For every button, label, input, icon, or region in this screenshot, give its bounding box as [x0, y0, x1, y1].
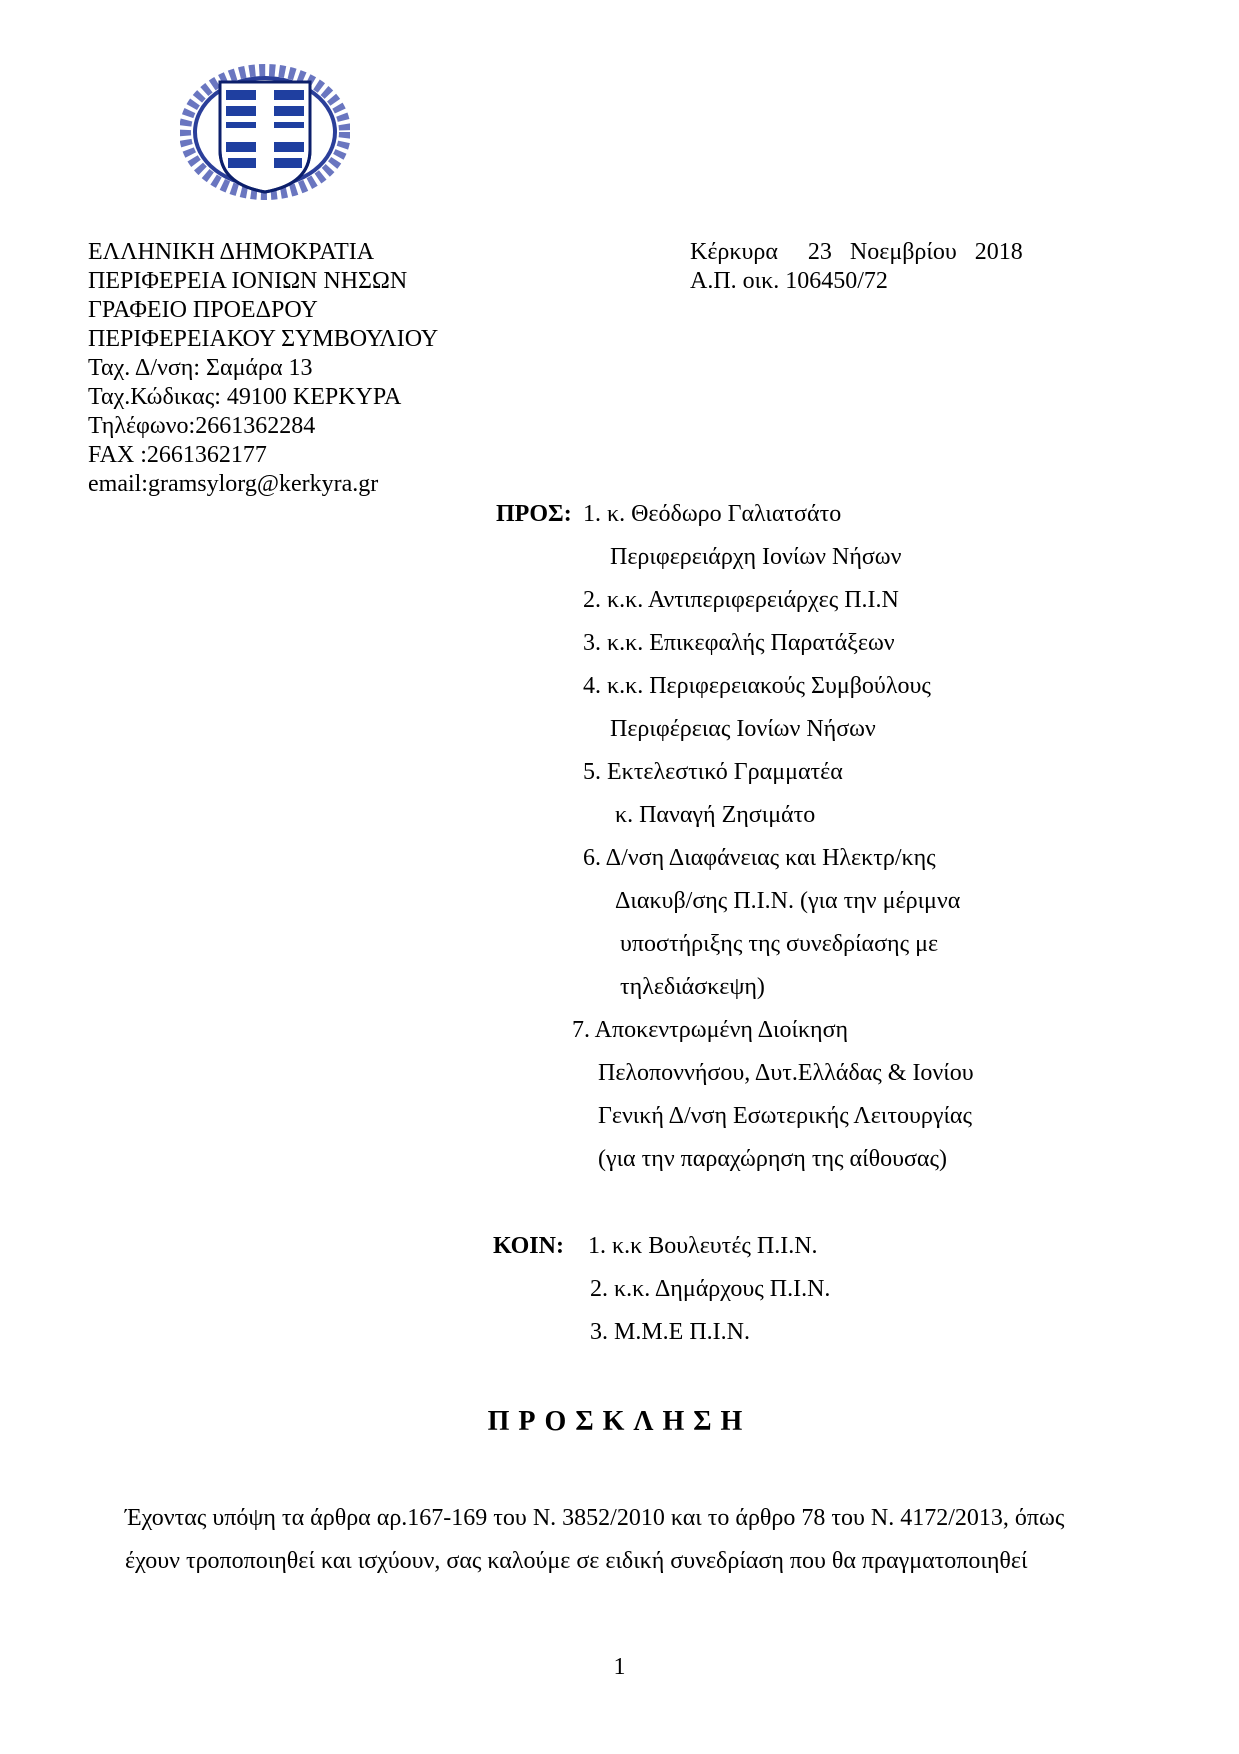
recipient-line: 5. Εκτελεστικό Γραμματέα	[583, 759, 843, 785]
recipient-line: υποστήριξης της συνεδρίασης με	[620, 931, 939, 957]
cc-label: ΚΟΙΝ:	[493, 1233, 564, 1259]
date-block	[690, 238, 1023, 296]
recipient-line: 1. κ. Θεόδωρο Γαλιατσάτο	[583, 501, 842, 527]
date-month: Νοεμβρίου	[849, 239, 957, 265]
date-place: Κέρκυρα	[690, 239, 778, 265]
page-number: 1	[613, 1654, 626, 1680]
body-line: Έχοντας υπόψη τα άρθρα αρ.167-169 του Ν. 3852/2010 και το άρθρο 78 του Ν. 4172/2013, όπως	[125, 1505, 1065, 1531]
sender-line: Τηλέφωνο:2661362284	[88, 413, 316, 439]
recipient-line: (για την παραχώρηση της αίθουσας)	[598, 1146, 947, 1172]
cc-line: 1. κ.κ Βουλευτές Π.Ι.Ν.	[588, 1233, 818, 1259]
recipient-line: 6. Δ/νση Διαφάνειας και Ηλεκτρ/κης	[583, 845, 936, 871]
sender-line: ΠΕΡΙΦΕΡΕΙΑΚΟΥ ΣΥΜΒΟΥΛΙΟΥ	[88, 326, 439, 352]
sender-line: ΕΛΛΗΝΙΚΗ ΔΗΜΟΚΡΑΤΙΑ	[88, 239, 375, 265]
sender-email: email:gramsylorg@kerkyra.gr	[88, 471, 379, 497]
sender-line: Ταχ.Κώδικας: 49100 ΚΕΡΚΥΡΑ	[88, 384, 402, 410]
recipient-line: τηλεδιάσκεψη)	[620, 974, 765, 1000]
greek-emblem-icon	[180, 62, 350, 202]
sender-line: ΓΡΑΦΕΙΟ ΠΡΟΕΔΡΟΥ	[88, 297, 318, 323]
body-line: έχουν τροποποιηθεί και ισχύουν, σας καλούμε σε ειδική συνεδρίαση που θα πραγματοποιηθεί	[125, 1548, 1028, 1574]
recipient-line: Πελοποννήσου, Δυτ.Ελλάδας & Ιονίου	[598, 1060, 974, 1086]
recipient-line: 7. Αποκεντρωμένη Διοίκηση	[572, 1017, 849, 1043]
recipient-line: 2. κ.κ. Αντιπεριφερειάρχες Π.Ι.Ν	[583, 587, 899, 613]
sender-line: FAX :2661362177	[88, 442, 267, 468]
date-day: 23	[807, 239, 832, 265]
protocol-number: Α.Π. οικ. 106450/72	[690, 268, 888, 294]
cc-line: 2. κ.κ. Δημάρχους Π.Ι.Ν.	[590, 1276, 831, 1302]
recipients-label: ΠΡΟΣ:	[496, 501, 572, 527]
sender-line: Ταχ. Δ/νση: Σαμάρα 13	[88, 355, 313, 381]
sender-line: ΠΕΡΙΦΕΡΕΙΑ ΙΟΝΙΩΝ ΝΗΣΩΝ	[88, 268, 408, 294]
sender-block	[88, 238, 438, 499]
recipient-line: Γενική Δ/νση Εσωτερικής Λειτουργίας	[598, 1103, 972, 1129]
document-title: ΠΡΟΣΚΛΗΣΗ	[487, 1406, 752, 1437]
recipient-line: Περιφέρειας Ιονίων Νήσων	[610, 716, 876, 742]
cc-line: 3. Μ.Μ.Ε Π.Ι.Ν.	[590, 1319, 750, 1345]
recipient-line: 4. κ.κ. Περιφερειακούς Συμβούλους	[583, 673, 931, 699]
recipient-line: Διακυβ/σης Π.Ι.Ν. (για την μέριμνα	[615, 888, 961, 914]
recipient-line: Περιφερειάρχη Ιονίων Νήσων	[610, 544, 902, 570]
date-line	[690, 238, 1023, 267]
recipient-line: 3. κ.κ. Επικεφαλής Παρατάξεων	[583, 630, 895, 656]
date-year: 2018	[974, 239, 1023, 265]
recipient-line: κ. Παναγή Ζησιμάτο	[615, 802, 816, 828]
